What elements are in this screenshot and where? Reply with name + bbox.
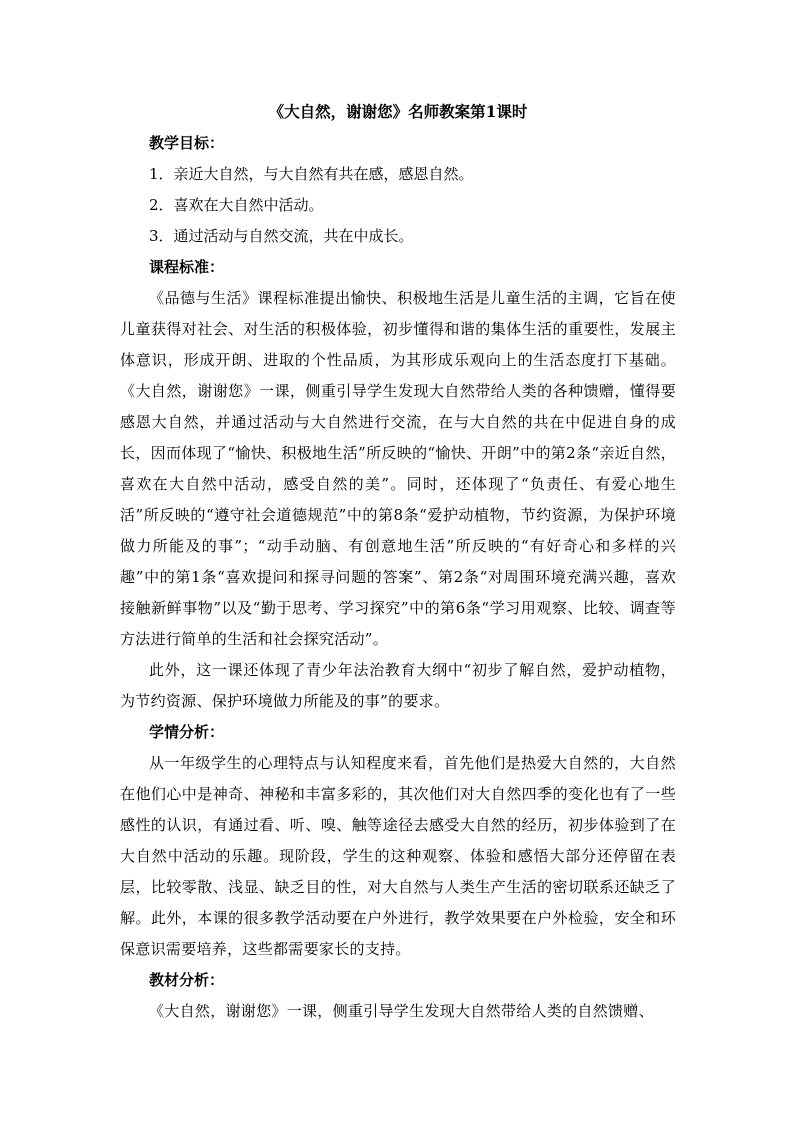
goal-item-3: 3．通过活动与自然交流，共在中成长。 <box>149 227 414 245</box>
heading-curriculum-standards: 课程标准： <box>149 258 225 276</box>
students-paragraph-1: 从一年级学生的心理特点与认知程度来看，首先他们是热爱大自然的，大自然在他们心中是神奇、神秘和丰富多彩的，其次他们对大自然四季的变化也有了一些感性的认识，有通过看、听、嗅、触等途径去感受大自然的经历，初步体验到了在大自然中活动的乐趣。现阶段，学生的这种观察、体验和感悟大部分还停留在表层，比较零散、浅显、缺乏目的性，对大自然与人类生产生活的密切联系还缺乏了解。此外，本课的很多教学活动要在户外进行，教学效果要在户外检验，安全和环保意识需要培养，这些都需要家长的支持。 <box>120 754 676 958</box>
standards-paragraph-1: 《品德与生活》课程标准提出愉快、积极地生活是儿童生活的主调，它旨在使儿童获得对社会、对生活的积极体验，初步懂得和谐的集体生活的重要性，发展主体意识，形成开朗、进取的个性品质，为其形成乐观向上的生活态度打下基础。《大自然，谢谢您》一课，侧重引导学生发现大自然带给人类的各种馈赠，懂得要感恩大自然，并通过活动与大自然进行交流，在与大自然的共在中促进自身的成长，因而体现了“愉快、积极地生活”所反映的“愉快、开朗”中的第2条“亲近自然，喜欢在大自然中活动，感受自然的美”。同时，还体现了“负责任、有爱心地生活”所反映的“遵守社会道德规范”中的第8条“爱护动植物，节约资源，为保护环境做力所能及的事”；“动手动脑、有创意地生活”所反映的“有好奇心和多样的兴趣”中的第1条“喜欢提问和探寻问题的答案”、第2条“对周围环境充满兴趣，喜欢接触新鲜事物”以及“勤于思考、学习探究”中的第6条“学习用观察、比较、调查等方法进行简单的生活和社会探究活动”。 <box>120 289 676 648</box>
heading-student-analysis: 学情分析： <box>149 723 225 741</box>
document-title: 《大自然，谢谢您》名师教案第1课时 <box>268 102 528 121</box>
textbook-paragraph-1: 《大自然，谢谢您》一课，侧重引导学生发现大自然带给人类的自然馈赠、 <box>149 1002 654 1020</box>
document-body <box>120 98 676 1027</box>
standards-paragraph-2: 此外，这一课还体现了青少年法治教育大纲中“初步了解自然，爱护动植物，为节约资源、保护环境做力所能及的事”的要求。 <box>120 661 676 710</box>
heading-textbook-analysis: 教材分析： <box>149 971 225 989</box>
goal-item-1: 1．亲近大自然，与大自然有共在感，感恩自然。 <box>149 165 474 183</box>
goal-item-2: 2．喜欢在大自然中活动。 <box>149 196 324 214</box>
heading-teaching-goals: 教学目标： <box>149 134 225 152</box>
